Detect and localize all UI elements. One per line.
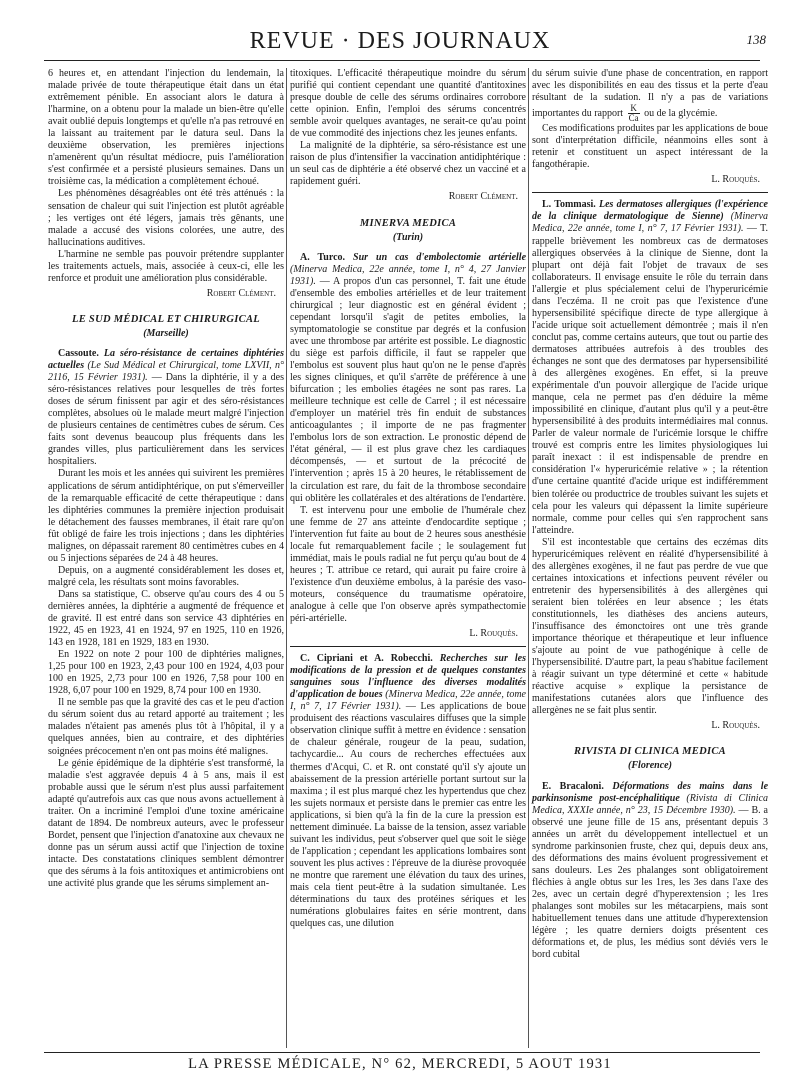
article-author: A. Turco. (300, 251, 346, 263)
ratio-numerator: K (628, 104, 640, 114)
paragraph: L'harmine ne semble pas pouvoir prétendre supplanter les traitements actuels, mais, associée à ceux-ci, elle les renforce et produit une amélioration plus considérable. (48, 248, 284, 284)
paragraph: La malignité de la diphtérie, sa séro-résistance est une raison de plus d'intensifier la vaccination antidiphtérique : un seul cas de diphtérie a été observé chez un vacciné et a rapidement guéri. (290, 140, 526, 188)
paragraph: Le génie épidémique de la diphtérie s'est transformé, la maladie s'est aggravée depuis 4 à 5 ans, mais il est probable aussi que le sérum n'est plus aussi parfaitement adapté qu'autrefois aux cas que nous avons actuellement à traiter. On a incriminé l'emploi d'une toxine américaine datant de 1894. De nombreux auteurs, avec le professeur Bordet, pensent que l'injection d'anatoxine aux chevaux ne donne pas un sérum aussi actif que l'injection de toxine intacte. Des constatations cliniques semblent démontrer que des sérums à la fois antitoxiques et antimicrobiens ont une activité plus grande que les sérums simplement an- (48, 757, 284, 890)
author-signature: Robert Clément. (448, 191, 518, 203)
abstract-entry (532, 781, 768, 962)
abstract-entry (290, 252, 526, 505)
footer-rule (44, 1052, 760, 1053)
paragraph: S'il est incontestable que certains des eczémas dits hyperuricémiques relèvent en réalité d'hypersensibilité à des allergènes exogènes, il ne faut pas perdre de vue que certaines intoxications et infections peuvent révéler ou entretenir des hypersensibilités à des allergènes qui seraient bien tolérées en leur absence ; les états constitutionnels, les diathèses des anciens auteurs, l'insuffisance des émonctoires ont une très grande importance théorique et thérapeutique et leur influence s'ajoute au point de vue pathogénique à celle de l'hypersensibilité. D'autre part, la peau s'habitue facilement à réagir suivant un type déterminé et cette « habitude réactive acquise » explique la persistance de manifestations cutanées alors que l'influence des allergènes ne se fait plus sentir. (532, 536, 768, 717)
abstract-entry (290, 653, 526, 930)
abstract-text: — Les applications de boue produisent des réactions vasculaires diffuses que la simple observation clinique suffit à mettre en évidence : sensation de chaleur générale, rougeur de la peau, sudation, tachycardie... Au cours de recherches effectuées aux thermes d'Acqui, C. et R. ont constaté qu'il s'y ajoute un abaissement de la pression artérielle portant surtout sur la maxima ; il est plus marqué chez les hypertendus que chez les sujets normaux et persiste dans le premier cas entre les applications, si bien qu'à la fin de la cure la pression est nettement diminuée. La baisse de la tension, assez variable suivant les individus, peut s'observer quel que soit le siège de l'application ; cependant les applications lombaires sont souvent les plus actives : l'épreuve de la diurèse provoquée ne montre que rarement une élévation du taux des urines, mais cela tient peut-être à la sudation simultanée. Les déterminations du taux des protéines sériques et les numérations globulaires faites en série montrent, dans quelques cas, une dilution (290, 701, 526, 930)
journal-city: (Florence) (628, 760, 672, 772)
column-3 (532, 68, 768, 961)
separator-rule (290, 646, 526, 647)
paragraph: 6 heures et, en attendant l'injection du lendemain, la malade privée de toute thérapeutique était dans un état extrêmement pénible. En associant alors le datura à l'harmine, on a obtenu pour la malade un bien-être qu'elle avait oublié depuis longtemps et qu'elle n'a pas retrouvé en la laissant au traitement par le datura seul. Dans la deuxième observation, les premières injections n'amenèrent qu'un résultat médiocre, puis l'amélioration s'est confirmée et a persisté plusieurs semaines. Dans un troisième cas, la médication a complètement échoué. (48, 68, 284, 188)
ratio-fraction (628, 104, 640, 123)
journal-heading: LE SUD MÉDICAL ET CHIRURGICAL (71, 313, 260, 325)
article-title: Recherches sur les modifications de la pression et de quelques constantes sanguines sous l'influence des diverses modalités d'application de boues (290, 653, 527, 701)
text-run: ou de la glycémie. (644, 107, 718, 119)
paragraph: Il ne semble pas que la gravité des cas et le peu d'action du sérum soient dus au retard apporté au traitement ; les malades n'étaient pas amenés plus tôt à l'hôpital, il y a quelques années, bien au contraire, et des diphtéries soignées précocement n'en ont pas moins été malignes. (48, 697, 284, 757)
abstract-text: — T. rappelle brièvement les nombreux cas de dermatoses allergiques observées à la clinique de Sienne, dont la plupart ont déjà fait l'objet de travaux de ses collaborateurs. Il envisage ensuite le rôle du terrain dans l'allergie et plus spécialement celui de l'hyperuricémie dans l'eczéma. Il ne croit pas que l'existence d'une hypersensibilité spécifique directe de type allergique à l'acide urique soit actuellement démontrée ; mais il n'en conclut pas, comme certains auteurs, que tout ou partie des dermatoses attribuées autrefois à des troubles des échanges ne sont que des dermatoses par hypersensibilité à des allergènes exogènes. En effet, si la preuve expérimentale d'un pouvoir allergique de l'acide urique manque, cela ne permet pas d'en déduire la même impossibilité en clinique, d'autant plus qu'il y a peut-être hypersensibilité à des produits intermédiaires mal connus. Parler de valeur normale de l'uricémie lorsque le chiffre trouvé est compris entre les limites physiologiques lui paraît inexact : il est indispensable de prendre en considération l'« hyperuricémie relative » ; la rétention d'une certaine quantité d'acide urique est indifféremment bien tolérée ou productrice de troubles suivant les sujets et cela pour les valeurs qui dépassent la limite supérieure normale, comme pour celles qui s'en rapprochent sans l'atteindre. (532, 223, 769, 536)
article-source: (Minerva Medica, 22e année, tome I, n° 4, 27 Janvier 1931). (290, 263, 526, 287)
column-divider (528, 68, 529, 1048)
abstract-text: — A propos d'un cas personnel, T. fait une étude d'ensemble des embolies artérielles et de leur traitement chirurgical ; leur diagnostic est en général évident ; cependant lorsqu'il s'agit de petites embolies, la symptomatologie se constitue par degrés et la confusion avec une thrombose par artérite est possible. Le diagnostic du siège est parfois difficile, il faut se rappeler que l'embolus est souvent plus haut qu'on ne le pense d'après les signes cliniques, et qu'il s'arrête de préférence à une bifurcation ; les embolies étagées ne sont pas rares. La meilleure technique est celle de Carrel ; il est nécessaire d'employer un matériel très fin enduit de substances anticoagulantes ; il importe de ne pas fragmenter l'embolus lors de son extraction. Le pronostic dépend de l'état général, — il est plus grave chez les cardiaques décompensés, — et surtout de la précocité de l'intervention ; après 15 à 20 heures, le rétablissement de la circulation est rare, du fait de la thrombose secondaire qui oblitère les collatérales et des altérations de l'endartère. (290, 275, 526, 504)
ratio-denominator: Ca (628, 113, 639, 124)
article-source: (Minerva Medica, 22e année, tome I, n° 7, 17 Février 1931). (532, 211, 769, 235)
article-title: Déformations des mains dans le parkinsonisme post-encéphalitique (532, 780, 769, 804)
journal-heading: MINERVA MEDICA (359, 217, 457, 229)
article-author: C. Cipriani et A. Robecchi. (300, 653, 433, 665)
journal-heading: RIVISTA DI CLINICA MEDICA (574, 746, 726, 758)
paragraph: Ces modifications produites par les applications de boue sont d'interprétation difficile, néanmoins elles sont à retenir et constituent un aspect intéressant de la fangothérapie. (532, 123, 768, 171)
article-title: La séro-résistance de certaines diphtéries actuelles (48, 347, 285, 372)
paragraph: T. est intervenu pour une embolie de l'humérale chez une femme de 27 ans atteinte d'endocardite septique ; l'intervention fut faite au bout de 2 heures sous anesthésie locale fut remarquablement facile ; le soulagement fut immédiat, mais le pouls radial ne fut perçu qu'au bout de 4 heures ; T. attribue ce retard, qui aurait pu faire croire à l'existence d'un deuxième embolus, à la parésie des vaso-moteurs, conséquence du traumatisme opératoire, analogue à celle que l'on observe après sympathectomie péri-artérielle. (290, 504, 526, 625)
article-title: Les dermatoses allergiques (l'expérience de la clinique dermatologique de Sienne) (532, 199, 768, 223)
article-author: L. Tommasi. (542, 199, 596, 211)
author-signature: L. Rouquès. (711, 174, 760, 186)
abstract-entry (48, 348, 284, 468)
article-title: Sur un cas d'embolectomie artérielle (353, 251, 527, 263)
article-author: Cassoute. (58, 347, 99, 359)
author-signature: L. Rouquès. (469, 628, 518, 640)
paragraph: En 1922 on note 2 pour 100 de diphtéries malignes, 1,25 pour 100 en 1923, 2,43 pour 100 en 1924, 4,03 pour 100 en 1925, 2,73 pour 100 en 1926, 7,58 pour 100 en 1928, 6,07 pour 100 en 1929, 8,74 pour 100 en 1930. (48, 649, 284, 697)
header-rule (44, 60, 760, 61)
paragraph (532, 68, 768, 123)
article-author: E. Bracaloni. (542, 780, 604, 792)
abstract-text: — B. a observé une jeune fille de 15 ans, présentant depuis 3 années un arrêt du développement intellectuel et un syndrome parkinsonien fruste, chez qui, depuis deux ans, des déformations des mains évoluent progressivement et sans douleurs. Les 2es phalanges sont obligatoirement fléchies à angle obtus sur les 1res, les 3es dans l'axe des 2es, avec un certain degré d'hyperextension ; les 1res phalanges sont mobiles sur les métacarpiens, mais sont habituellement tenues dans une attitude d'hyperextension légère ; les quatre derniers doigts présentent ces déformations et, de plus, les médius sont déviés vers le bord cubital (532, 804, 768, 961)
paragraph: Dans sa statistique, C. observe qu'au cours des 4 ou 5 dernières années, la diphtérie a augmenté de fréquence et de gravité. Il est entré dans son service 43 diphtéries en 1922, 45 en 1923, 41 en 1924, 97 en 1925, 110 en 1926, 143 en 1928, 181 en 1929, 183 en 1930. (48, 588, 284, 649)
abstract-entry (532, 199, 768, 536)
page-header (0, 28, 800, 58)
author-signature: L. Rouquès. (711, 720, 760, 732)
text-run: du sérum suivie d'une phase de concentration, en rapport avec les disponibilités en eau des tissus et la perte d'eau résultant de la sudation. Il n'y a pas de variations importantes du rapport (532, 68, 768, 119)
article-source: (Rivista di Clinica Medica, XXXIe année, n° 23, 15 Décembre 1930). (532, 792, 769, 816)
paragraph: titoxiques. L'efficacité thérapeutique moindre du sérum purifié qui contient cependant une quantité d'antitoxines presque double de celle des sérums ordinaires corrobore cette opinion. Enfin, l'emploi des sérums concentrés semble avoir quelques avantages, ne serait-ce qu'au point de vue commodité des injections chez les jeunes enfants. (290, 68, 526, 140)
abstract-text: — Dans la diphtérie, il y a des séro-résistances relatives pour lesquelles de très fortes doses de sérum finissent par agir et des séro-résistances complètes, absolues où le malade meurt malgré l'injection de plusieurs centaines de centimètres cubes de sérum. Ces faits sont devenus beaucoup plus fréquents dans les grandes villes, plus particulièrement dans les services hospitaliers. (48, 372, 285, 468)
journal-city: (Marseille) (143, 327, 189, 339)
column-1 (48, 68, 284, 890)
author-signature: Robert Clément. (206, 287, 276, 299)
page-number: 138 (746, 32, 766, 47)
journal-city: (Turin) (392, 231, 424, 243)
paragraph: Depuis, on a augmenté considérablement les doses et, malgré cela, les résultats sont moins favorables. (48, 564, 284, 588)
separator-rule (532, 192, 768, 193)
page-footer: LA PRESSE MÉDICALE, N° 62, MERCREDI, 5 AOUT 1931 (188, 1056, 612, 1072)
journal-section-title: REVUE · DES JOURNAUX (249, 28, 551, 54)
paragraph: Les phénomènes désagréables ont été très atténués : la sensation de chaleur qui suit l'injection est plutôt agréable ; les vertiges ont été légers, jamais très gênants, une malade a accusé des visions colorées, une autre, des hallucinations auditives. (48, 188, 284, 248)
article-source: (Le Sud Médical et Chirurgical, tome LXVII, n° 2116, 15 Février 1931). (48, 360, 284, 384)
column-divider (286, 68, 287, 1048)
column-2 (290, 68, 526, 930)
article-source: (Minerva Medica, 22e année, tome I, n° 7, 17 Février 1931). (290, 689, 526, 713)
paragraph: Durant les mois et les années qui suivirent les premières applications de sérum antidiphtérique, on put s'émerveiller de la remarquable efficacité de cette thérapeutique : dans les diphtéries communes la première injection produisait le détachement des fausses membranes, il était rare qu'on fût obligé de faire les trois injections ; dans les diphtéries malignes, on dépassait rarement 80 centimètres cubes en 4 ou 5 injections séparées de 24 à 48 heures. (48, 468, 284, 564)
